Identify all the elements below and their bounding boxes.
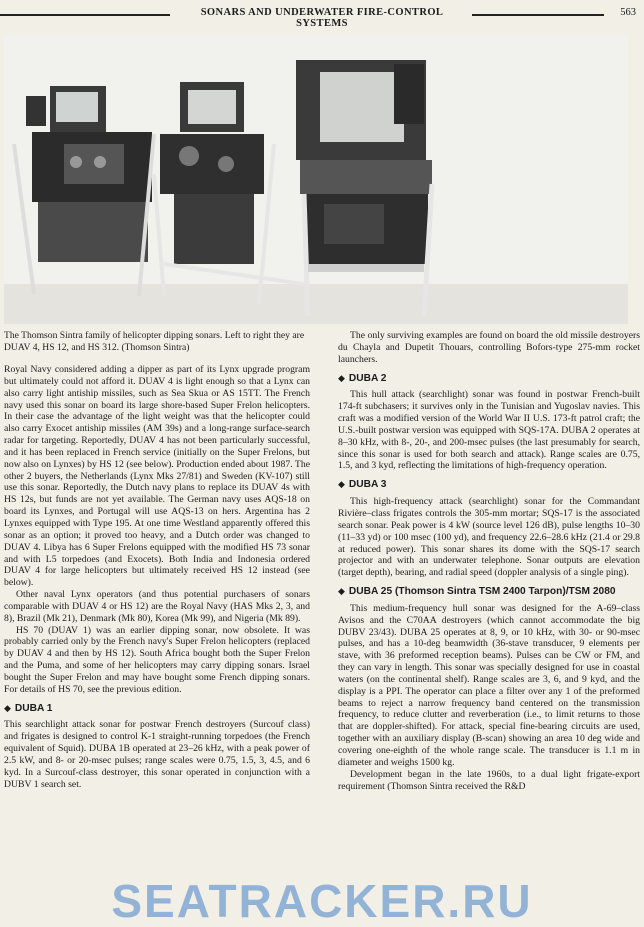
diamond-icon: ◆	[4, 702, 11, 713]
diamond-icon: ◆	[338, 586, 345, 597]
paragraph: Other naval Lynx operators (and thus potential purchasers of sonars comparable with DUAV 4 or HS 12) are the Royal Navy (HAS Mks 2, 3, and 8), Brazil (Mk 21), Denmark (Mk 80), Korea (Mk 99), and Nigeria (Mk 89).	[4, 589, 310, 624]
paragraph: Development began in the late 1960s, to a dual light frigate-export requirement (Thomson Sintra received the R&D	[338, 768, 640, 792]
diamond-icon: ◆	[338, 479, 345, 490]
paragraph: The only surviving examples are found on board the old missile destroyers du Chayla and Dupetit Thouars, controlling Bofors-type 275-mm rocket launchers.	[338, 330, 640, 365]
section-heading-duba3: ◆ DUBA 3	[338, 479, 387, 491]
figure-caption: The Thomson Sintra family of helicopter dipping sonars. Left to right they are DUAV 4, HS 12, and HS 312. (Thomson Sintra)	[4, 330, 305, 353]
running-title: SONARS AND UNDERWATER FIRE-CONTROL SYSTEMS	[200, 7, 444, 29]
paragraph: Royal Navy considered adding a dipper as part of its Lynx upgrade program but ultimately could not afford it. DUAV 4 is light enough so that a Lynx can also carry light antiship missiles, such as Sea Skua or AS 15TT. The French navy used this sonar on board its large shore-based Super Frelon helicopters. In their case the advantage of the light weight was that the helicopter could also carry Exocet antiship missiles (AM 39s) and a long-range surface-search radar for targeting. Reportedly, DUAV 4 has not been particularly successful, and it has been replaced in French service (initially on the Super Frelons, but now also on Lynxes) by HS 12 (see below). Production ended about 1987. The other 2 buyers, the Netherlands (Lynx Mks 27/81) and Sweden (KV-107) still use this sonar. Reportedly, the Dutch navy plans to replace its DUAV 4s with HS 12s, but funds are not yet available. The German navy uses AQS-18 on board its Lynxes, and Portugal will use AQS-13 on hers. Argentina has 2 Lynxes equipped with Type 195. At one time Westland apparently offered this sonar as an option; it proved too heavy, and a Dutch order was changed to DUAV 4. Libya has 6 Super Frelons equipped with the modified HS 73 sonar and with L5 torpedoes (and Exocets). Both India and Indonesia ordered DUAV 4 for large helicopters but ultimately received HS 12 instead (see below).	[4, 364, 310, 589]
watermark: SEATRACKER.RU	[111, 875, 533, 927]
running-header	[0, 0, 644, 29]
paragraph: This medium-frequency hull sonar was designed for the A-69–class Avisos and the C70AA destroyers (which cannot accommodate the big DUBV 23/43). DUBA 25 operates at 8, 9, or 10 kHz, with 30- or 90-msec pulses, and has a 10-deg beamwidth (36-stave transducer, 9 elements per stave, with 36 preformed reception beams). Pulses can be CW or FM, and they can vary in length. This sonar was specially designed for use in coastal waters (on the continental shelf). Range scales are 3, 6, and 9 kyd, and the display is a PPI. The operator can place a filter over any 1 of the preformed beams to reject a narrow frequency band centered on the transmission frequency, to reduce clutter and reverberation (i.e., to limit returns to those that are doppler-shifted). For attack, special fine-bearing circuits are used, together with an auxiliary display (B-scan) showing an area 10 deg wide and covering one-eighth of the whole range scale. The transducer is 1.1 m in diameter and weighs 1500 kg.	[338, 602, 640, 768]
header-rule-left	[0, 14, 170, 16]
section-heading-duba25: ◆ DUBA 25 (Thomson Sintra TSM 2400 Tarpon)/TSM 2080	[338, 586, 616, 598]
paragraph: This hull attack (searchlight) sonar was found in postwar French-built 174-ft subchasers; it survives only in the Tunisian and Yugoslav navies. This craft was a modified version of the World War II U.S. 173-ft patrol craft; the U.S.-built postwar version was equipped with SQS-17A. DUBA 2 operates at 8–30 kHz, with 8-, 20-, and 200-msec pulses (the last presumably for search, since this sonar is used for both search and attack). Range scales are 0.75, 1.5, and 3 kyd, reflecting the limitations of high-frequency operation.	[338, 389, 640, 472]
section-heading-duba2: ◆ DUBA 2	[338, 372, 387, 384]
paragraph: This high-frequency attack (searchlight) sonar for the Commandant Rivière–class frigates controls the 305-mm mortar; SQS-17 is the associated search sonar. Peak power is 4 kW (source level 126 dB), pulse lengths 10–30 (11–33 yd) or 100 msec (100 yd), and frequency 22.6–28.6 kHz (21.4 or 29.8 at reduced power). This sonar shares its dome with the SQS-17 search projector and with an underwater telephone. Sonar outputs are elevation (target depth), bearing, and radial speed (doppler analysis of a single ping).	[338, 496, 640, 579]
section-heading-duba1: ◆ DUBA 1	[4, 702, 53, 714]
header-rule-right	[472, 14, 604, 16]
page-number: 563	[620, 7, 636, 18]
paragraph: This searchlight attack sonar for postwar French destroyers (Surcouf class) and frigates is designed to control K-1 straight-running torpedoes (the French equivalent of Squid). DUBA 1B operated at 23–26 kHz, with a peak power of 2.5 kW, and 8- or 20-msec pulses; range scales were 0.75, 1.5, 3, 4.5, and 6 kyd. In a Surcouf-class destroyer, this sonar operated in conjunction with a DUBV 1 search set.	[4, 719, 310, 790]
left-column	[4, 364, 310, 791]
right-column	[338, 330, 640, 792]
photo-illustration	[4, 34, 628, 324]
diamond-icon: ◆	[338, 372, 345, 383]
sonar-equipment-photo	[4, 34, 628, 324]
paragraph: HS 70 (DUAV 1) was an earlier dipping sonar, now obsolete. It was probably carried only by the French navy's Super Frelon helicopters (replaced by DUAV 4 and then by HS 12). South Africa bought both the Super Frelon and the Puma, and some of her helicopters may carry dipping sonars. Israel bought the Super Frelon and may have bought some French dipping sonars. For details of HS 70, see the previous edition.	[4, 624, 310, 695]
